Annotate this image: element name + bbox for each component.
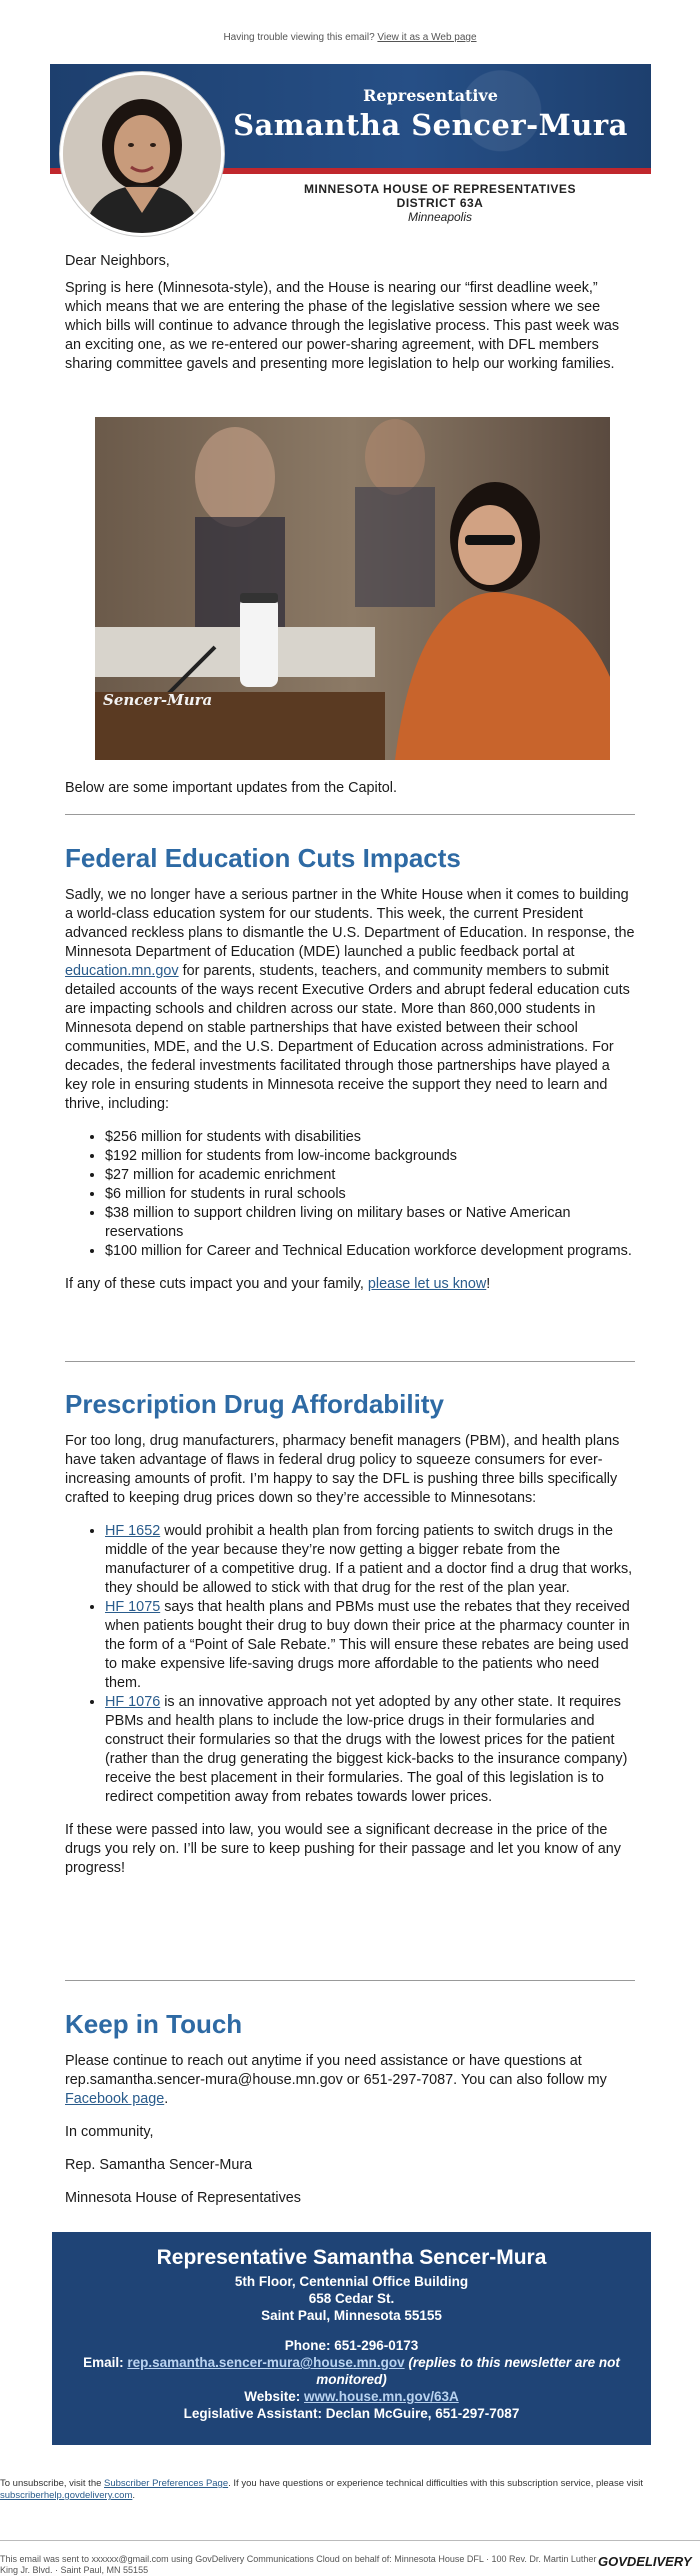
- header-title-small: Representative: [363, 86, 498, 105]
- signature: Rep. Samantha Sencer-Mura: [65, 2157, 253, 2173]
- subscriber-preferences-link[interactable]: Subscriber Preferences Page: [104, 2478, 229, 2489]
- bill-list: [65, 1522, 635, 1807]
- list-item: • $38 million to support children living on military bases or Native American reservations: [105, 1204, 635, 1242]
- drug-paragraph: [65, 1432, 635, 1878]
- capitol-photo: [95, 417, 610, 760]
- section-heading-drug: Prescription Drug Affordability: [65, 1389, 444, 1419]
- unsubscribe-note: [0, 2478, 700, 2502]
- intro-text: Spring is here (Minnesota-style), and the House is nearing our “first deadline week,” which means that we are entering the phase of the legislative session where we see which bills will continue to advance through the legislative process. This past week was an exciting one, as we re-entered our power-sharing agreement, with DFL members sharing committee gavels and presenting more legislation to help our working families.: [65, 280, 620, 372]
- footer-phone: Phone: 651-296-0173: [284, 2338, 419, 2353]
- signoff: In community,: [65, 2124, 154, 2140]
- list-item: [105, 1522, 635, 1598]
- bill-link-hf1652[interactable]: HF 1652: [105, 1523, 161, 1539]
- divider: [65, 1361, 635, 1362]
- drug-closing-text: If these were passed into law, you would see a significant decrease in the price of the drugs you rely on. I’ll be sure to keep pushing for their passage and let you know of any progress!: [65, 1822, 621, 1876]
- education-paragraph: [65, 886, 635, 1294]
- bill-text: is an innovative approach not yet adopted by any other state. It requires PBMs and health plans to include the low-price drugs in their formularies and construct their formularies so that the drugs with the lowest prices for the patient (rather than the drug generating the biggest kick-backs to the insurance company) receive the best placement in their formularies. The goal of this legislation is to redirect competition away from rebates towards lower prices.: [105, 1694, 628, 1805]
- list-item: • $27 million for academic enrichment: [105, 1166, 635, 1185]
- contact-footer: [52, 2232, 651, 2445]
- divider: [65, 814, 635, 815]
- education-portal-link[interactable]: education.mn.gov: [65, 963, 179, 979]
- footer-email-link[interactable]: rep.samantha.sencer-mura@house.mn.gov: [127, 2355, 405, 2370]
- footer-title: Representative Samantha Sencer-Mura: [156, 2246, 547, 2269]
- subscriber-help-link[interactable]: subscriberhelp.govdelivery.com: [0, 2490, 133, 2501]
- greeting: Dear Neighbors,: [65, 253, 170, 269]
- web-view-link[interactable]: View it as a Web page: [377, 32, 477, 43]
- footer-assistant: Legislative Assistant: Declan McGuire, 651-297-7087: [183, 2406, 520, 2421]
- govdelivery-logo: GOVDELIVERY: [598, 2554, 692, 2569]
- let-us-know-link[interactable]: please let us know: [367, 1276, 487, 1292]
- footer-email-label: Email:: [83, 2355, 128, 2370]
- facebook-link[interactable]: Facebook page: [65, 2091, 165, 2107]
- header-district: DISTRICT 63A: [396, 196, 484, 210]
- header-org: MINNESOTA HOUSE OF REPRESENTATIVES: [304, 182, 576, 196]
- footer-address-3: Saint Paul, Minnesota 55155: [261, 2308, 442, 2323]
- education-text-a: Sadly, we no longer have a serious partner in the White House when it comes to building a world-class education system for our students. This week, the current President advanced reckless plans to dismantle the U.S. Department of Education. In response, the Minnesota Department of Education (MDE) launched a public feedback portal at: [65, 887, 635, 960]
- education-text-b: for parents, students, teachers, and community members to submit detailed accounts of the ways recent Executive Orders and abrupt federal education cuts are impacting schools and children across our state. More than 860,000 students in Minnesota depend on stable partnerships that have existed between their school communities, MDE, and the U.S. Department of Education across administrations. For decades, the federal investments facilitated through those partnerships have played a key role in ensuring students in Minnesota receive the support they need to learn and thrive, including:: [65, 963, 630, 1112]
- divider: [65, 1980, 635, 1981]
- footer-email-note: (replies to this newsletter are not monitored): [316, 2355, 620, 2387]
- section-heading-education: Federal Education Cuts Impacts: [65, 843, 461, 873]
- representative-portrait: [60, 72, 224, 236]
- section-heading-keep-in-touch: Keep in Touch: [65, 2009, 243, 2039]
- contact-text: Please continue to reach out anytime if you need assistance or have questions at rep.samantha.sencer-mura@house.mn.gov or 651-297-7087. You can also follow my: [65, 2053, 607, 2088]
- footer-website-link[interactable]: www.house.mn.gov/63A: [303, 2389, 459, 2404]
- education-closing-text: If any of these cuts impact you and your family,: [65, 1276, 368, 1292]
- bill-link-hf1075[interactable]: HF 1075: [105, 1599, 161, 1615]
- footer-address-2: 658 Cedar St.: [308, 2291, 395, 2306]
- footer-address-1: 5th Floor, Centennial Office Building: [234, 2274, 469, 2289]
- web-view-text: Having trouble viewing this email?: [223, 32, 378, 43]
- footer-separator: [0, 2540, 700, 2541]
- header-title-name: Samantha Sencer-Mura: [233, 108, 628, 142]
- signature-org: Minnesota House of Representatives: [65, 2190, 301, 2206]
- footer-website: [52, 2388, 651, 2405]
- footer-email: [52, 2354, 651, 2388]
- list-item: • $256 million for students with disabilities: [105, 1128, 635, 1147]
- unsubscribe-text-b: . If you have questions or experience technical difficulties with this subscription service, please visit: [228, 2478, 643, 2489]
- bill-text: would prohibit a health plan from forcing patients to switch drugs in the middle of the year because they’re now getting a bigger rebate from the manufacturer of a competitive drug. If a patient and a doctor find a drug that works, they should be allowed to stick with that drug for the rest of the plan year.: [105, 1523, 633, 1596]
- header-subtitle: [240, 182, 640, 224]
- bill-text: says that health plans and PBMs must use the rebates that they received when patients bought their drug to buy down their price at the pharmacy counter in the form of a “Point of Sale Rebate.” This will ensure these rebates are being used to make expensive life-saving drugs more affordable to the patients who need them.: [105, 1599, 630, 1691]
- footer-website-label: Website:: [244, 2389, 304, 2404]
- bill-link-hf1076[interactable]: HF 1076: [105, 1694, 161, 1710]
- photo-nameplate: Sencer-Mura: [103, 691, 213, 709]
- keep-in-touch-paragraph: [65, 2052, 635, 2208]
- list-item: [105, 1598, 635, 1693]
- header-city: Minneapolis: [407, 210, 473, 224]
- updates-intro: Below are some important updates from the Capitol.: [65, 780, 397, 796]
- list-item: • $6 million for students in rural schools: [105, 1185, 635, 1204]
- drug-intro-text: For too long, drug manufacturers, pharmacy benefit managers (PBM), and health plans have taken advantage of flaws in federal drug policy to squeeze consumers for ever-increasing amounts of profit. I’m happy to say the DFL is pushing three bills specifically crafted to keeping drug prices down so they’re accessible to Minnesotans:: [65, 1433, 620, 1506]
- education-closing-end: !: [486, 1276, 491, 1292]
- intro-paragraph: [65, 279, 635, 374]
- list-item: • $100 million for Career and Technical Education workforce development programs.: [105, 1242, 635, 1261]
- unsubscribe-text-c: .: [132, 2490, 135, 2501]
- contact-text-end: .: [164, 2091, 169, 2107]
- funding-list: [65, 1128, 635, 1261]
- unsubscribe-text-a: To unsubscribe, visit the: [0, 2478, 105, 2489]
- sent-note: This email was sent to xxxxxx@gmail.com using GovDelivery Communications Cloud on behalf of: Minnesota House DFL · 100 Rev. Dr. Martin Luther King Jr. Blvd. · Saint Paul, MN 55155: [0, 2554, 597, 2575]
- web-view-note: [0, 32, 700, 43]
- list-item: [105, 1693, 635, 1807]
- list-item: • $192 million for students from low-income backgrounds: [105, 1147, 635, 1166]
